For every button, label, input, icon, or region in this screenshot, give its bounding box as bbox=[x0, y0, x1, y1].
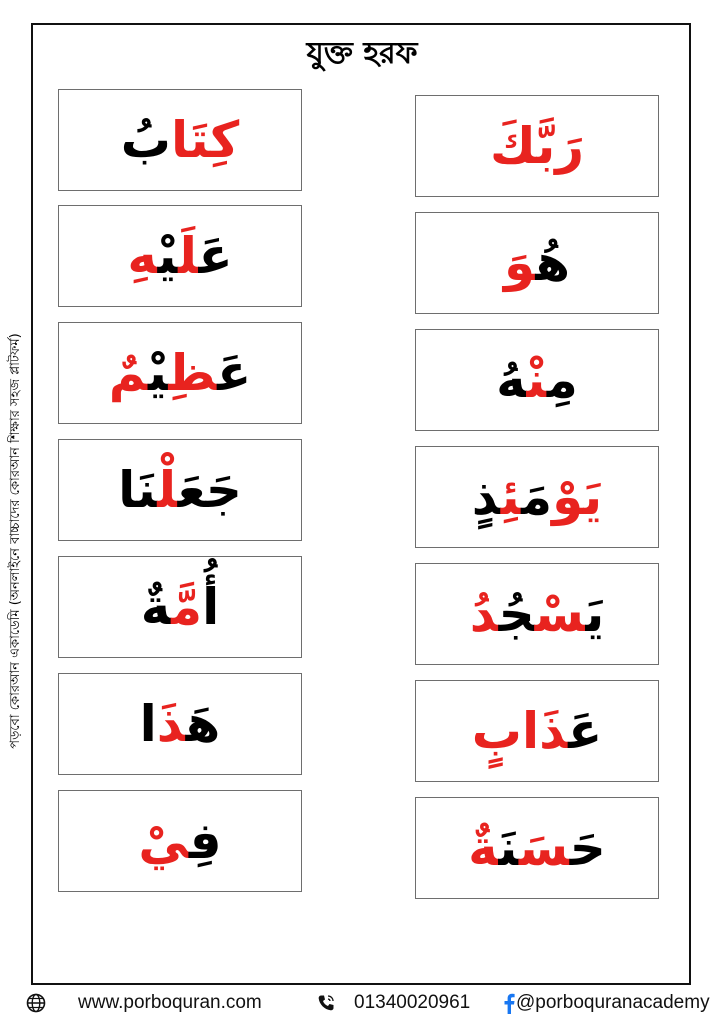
arabic-word bbox=[120, 111, 240, 169]
letter-segment-black: مَ bbox=[521, 468, 553, 526]
letter-segment-black: جَعَ bbox=[177, 461, 242, 519]
word-card bbox=[415, 797, 659, 899]
page-title: যুক্ত হরফ bbox=[306, 36, 418, 71]
facebook-handle[interactable]: @porboquranacademy bbox=[516, 992, 710, 1013]
letter-segment-black: هُ bbox=[496, 351, 527, 409]
letter-segment-red: دُ bbox=[469, 585, 499, 643]
word-card bbox=[415, 329, 659, 431]
letter-segment-black: نَا bbox=[118, 461, 158, 519]
globe-icon bbox=[26, 993, 46, 1013]
word-card bbox=[58, 556, 302, 658]
letter-segment-red: نْ bbox=[526, 351, 547, 409]
arabic-word bbox=[108, 344, 252, 402]
word-card bbox=[58, 439, 302, 541]
side-caption: পড়বো কোরআন একাডেমি (অনলাইনে বাচ্চাদের কোরআন শিক্ষার সহজ প্লাটফর্ম) bbox=[8, 333, 23, 749]
letter-segment-black: هَ bbox=[185, 695, 221, 753]
word-card bbox=[415, 212, 659, 314]
arabic-word bbox=[471, 468, 603, 526]
letter-segment-black: يْ bbox=[157, 227, 179, 285]
arabic-word bbox=[138, 812, 222, 870]
facebook-icon bbox=[503, 992, 515, 1014]
arabic-word bbox=[471, 702, 603, 760]
word-card bbox=[415, 95, 659, 197]
letter-segment-red: هِ bbox=[127, 227, 158, 285]
letter-segment-black: أُ bbox=[202, 578, 220, 636]
letter-segment-red: لَ bbox=[178, 227, 199, 285]
letter-segment-red: ذَا bbox=[522, 702, 569, 760]
letter-segment-black: بُ bbox=[120, 111, 171, 169]
letter-segment-red: وَ bbox=[503, 234, 536, 292]
arabic-word bbox=[468, 819, 606, 877]
word-card bbox=[58, 205, 302, 307]
word-card bbox=[58, 673, 302, 775]
letter-segment-red: كِتَا bbox=[170, 111, 240, 169]
word-card bbox=[415, 680, 659, 782]
arabic-word bbox=[140, 578, 220, 636]
letter-segment-red: سَ bbox=[518, 819, 570, 877]
word-card bbox=[415, 446, 659, 548]
arabic-word bbox=[489, 117, 585, 175]
arabic-word bbox=[503, 234, 571, 292]
letter-segment-red: رَبَّكَ bbox=[489, 117, 585, 175]
arabic-word bbox=[469, 585, 605, 643]
letter-segment-black: ذٍ bbox=[471, 468, 501, 526]
footer bbox=[0, 990, 724, 1020]
arabic-word bbox=[139, 695, 221, 753]
word-card bbox=[58, 790, 302, 892]
phone-icon bbox=[316, 993, 336, 1013]
word-card bbox=[415, 563, 659, 665]
letter-segment-black: مِ bbox=[546, 351, 578, 409]
letter-segment-black: عَ bbox=[217, 344, 252, 402]
letter-segment-black: عَ bbox=[568, 702, 603, 760]
letter-segment-red: ئِ bbox=[500, 468, 522, 526]
letter-segment-black: جُ bbox=[498, 585, 535, 643]
letter-segment-red: بٍ bbox=[471, 702, 523, 760]
letter-segment-red: ظِ bbox=[168, 344, 218, 402]
letter-segment-black: فِ bbox=[188, 812, 222, 870]
letter-segment-red: لْ bbox=[157, 461, 178, 519]
letter-segment-red: ذَ bbox=[156, 695, 186, 753]
letter-segment-red: يَوْ bbox=[552, 468, 603, 526]
arabic-word bbox=[127, 227, 233, 285]
letter-segment-black: حَ bbox=[569, 819, 606, 877]
word-card bbox=[58, 89, 302, 191]
phone-number[interactable]: 01340020961 bbox=[354, 992, 471, 1013]
letter-segment-red: ةٌ bbox=[468, 819, 499, 877]
arabic-word bbox=[496, 351, 578, 409]
letter-segment-black: نَ bbox=[498, 819, 519, 877]
letter-segment-black: هُ bbox=[535, 234, 571, 292]
letter-segment-black: ةٌ bbox=[140, 578, 172, 636]
letter-segment-red: يْ bbox=[138, 812, 189, 870]
letter-segment-red: مٌ bbox=[108, 344, 148, 402]
word-card bbox=[58, 322, 302, 424]
letter-segment-red: مَّ bbox=[171, 578, 203, 636]
letter-segment-black: يَ bbox=[585, 585, 605, 643]
website-link[interactable]: www.porboquran.com bbox=[78, 992, 262, 1013]
arabic-word bbox=[118, 461, 242, 519]
letter-segment-red: سْ bbox=[534, 585, 586, 643]
letter-segment-black: يْ bbox=[147, 344, 169, 402]
letter-segment-black: ا bbox=[139, 695, 157, 753]
letter-segment-black: عَ bbox=[198, 227, 233, 285]
